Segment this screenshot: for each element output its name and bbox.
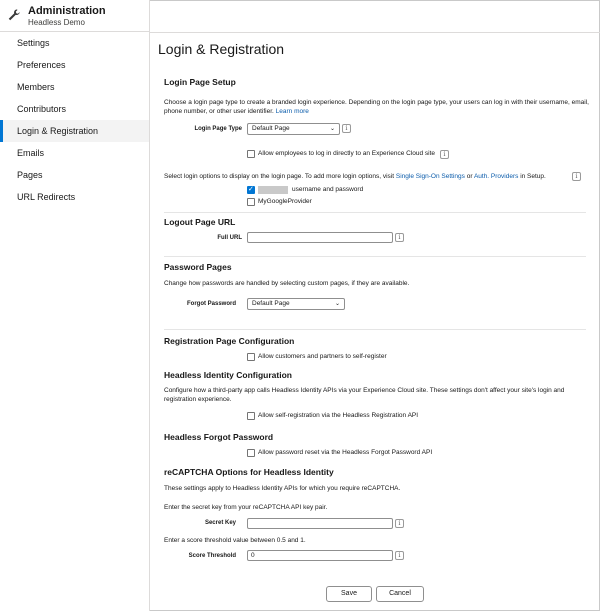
section-divider <box>164 212 586 213</box>
full-url-input[interactable] <box>247 232 393 243</box>
score-threshold-description: Enter a score threshold value between 0.5 and 1. <box>164 537 306 544</box>
self-registration-api-label: Allow self-registration via the Headless Registration API <box>258 412 419 419</box>
google-provider-label: MyGoogleProvider <box>258 198 312 205</box>
score-threshold-label: Score Threshold <box>188 553 236 559</box>
sidebar-title: Administration <box>28 5 106 17</box>
self-register-label: Allow customers and partners to self-register <box>258 353 387 360</box>
forgot-password-select[interactable]: Default Page ⌄ <box>247 298 345 310</box>
sidebar-item-emails[interactable]: Emails <box>17 148 45 158</box>
google-provider-checkbox[interactable] <box>247 198 255 206</box>
secret-key-input[interactable] <box>247 518 393 529</box>
score-threshold-input[interactable]: 0 <box>247 550 393 561</box>
password-pages-heading: Password Pages <box>164 262 232 272</box>
forgot-password-label: Forgot Password <box>186 301 236 307</box>
auth-providers-link[interactable]: Auth. Providers <box>473 173 519 180</box>
allow-employees-label: Allow employees to log in directly to an Experience Cloud site <box>258 150 436 157</box>
save-button[interactable]: Save <box>326 586 372 602</box>
info-icon[interactable]: i <box>440 150 449 159</box>
sidebar-item-members[interactable]: Members <box>17 82 55 92</box>
wrench-icon <box>7 8 21 22</box>
page-title: Login & Registration <box>158 41 285 57</box>
login-page-type-select[interactable]: Default Page ⌄ <box>247 123 340 135</box>
headless-identity-heading: Headless Identity Configuration <box>164 370 292 380</box>
sidebar-subtitle: Headless Demo <box>28 18 85 27</box>
full-url-label: Full URL <box>217 235 242 241</box>
allow-employees-checkbox[interactable] <box>247 150 255 158</box>
section-divider <box>164 256 586 257</box>
recaptcha-heading: reCAPTCHA Options for Headless Identity <box>164 467 334 477</box>
info-icon[interactable]: i <box>572 172 581 181</box>
info-icon[interactable]: i <box>395 519 404 528</box>
username-password-checkbox[interactable] <box>247 186 255 194</box>
logout-heading: Logout Page URL <box>164 217 236 227</box>
secret-key-label: Secret Key <box>204 520 236 526</box>
sso-settings-link[interactable]: Single Sign-On Settings <box>395 173 465 180</box>
sidebar <box>0 0 150 611</box>
learn-more-link[interactable]: Learn more <box>275 108 309 115</box>
registration-heading: Registration Page Configuration <box>164 336 295 346</box>
cancel-button[interactable]: Cancel <box>376 586 424 602</box>
headless-forgot-heading: Headless Forgot Password <box>164 432 274 442</box>
login-setup-description: Choose a login page type to create a branded login experience. Depending on the login page type, your users can log in with their username, email, phone number, or other user identifier. Learn more <box>164 99 589 115</box>
self-registration-api-checkbox[interactable] <box>247 412 255 420</box>
chevron-down-icon: ⌄ <box>329 126 335 132</box>
info-icon[interactable]: i <box>395 551 404 560</box>
sidebar-item-settings[interactable]: Settings <box>17 38 50 48</box>
login-options-text: Select login options to display on the login page. To add more login options, visit Single Sign-On Settings or Auth. Providers in Setup. <box>164 173 546 180</box>
login-setup-heading: Login Page Setup <box>164 77 236 87</box>
sidebar-item-preferences[interactable]: Preferences <box>17 60 66 70</box>
chevron-down-icon: ⌄ <box>334 301 340 307</box>
headless-identity-description: Configure how a third-party app calls Headless Identity APIs via your Experience Cloud site. These settings don't affect your site's login and registration experience. <box>164 387 565 403</box>
sidebar-item-login-registration[interactable]: Login & Registration <box>0 120 149 142</box>
sidebar-header <box>0 0 149 32</box>
username-password-label: username and password <box>292 186 364 193</box>
secret-key-description: Enter the secret key from your reCAPTCHA API key pair. <box>164 504 328 511</box>
info-icon[interactable]: i <box>342 124 351 133</box>
sidebar-item-contributors[interactable]: Contributors <box>17 104 67 114</box>
password-reset-api-checkbox[interactable] <box>247 449 255 457</box>
password-pages-description: Change how passwords are handled by selecting custom pages, if they are available. <box>164 280 410 287</box>
self-register-checkbox[interactable] <box>247 353 255 361</box>
recaptcha-description: These settings apply to Headless Identity APIs for which you require reCAPTCHA. <box>164 485 401 492</box>
password-reset-api-label: Allow password reset via the Headless Forgot Password API <box>258 449 433 456</box>
redacted-text <box>258 186 288 194</box>
sidebar-item-pages[interactable]: Pages <box>17 170 43 180</box>
sidebar-item-url-redirects[interactable]: URL Redirects <box>17 192 76 202</box>
login-page-type-label: Login Page Type <box>194 126 242 132</box>
section-divider <box>164 329 586 330</box>
main-content <box>150 32 600 611</box>
info-icon[interactable]: i <box>395 233 404 242</box>
